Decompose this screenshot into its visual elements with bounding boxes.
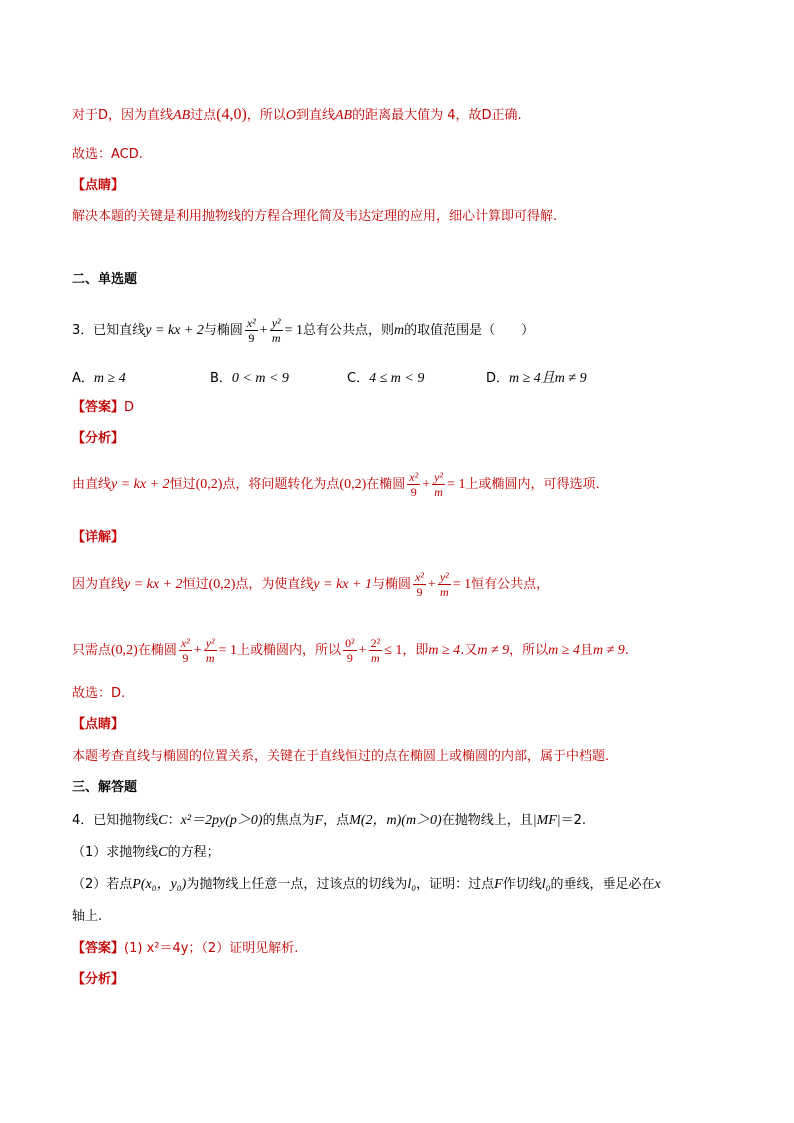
math-m: m <box>394 323 405 338</box>
text: ，所以 <box>246 108 286 123</box>
fraction: $\frac{\text{x²}}{9}$ <box>246 316 256 345</box>
answer-line: 【答案】D <box>72 400 135 415</box>
question-4-stem: 4．已知抛物线C：x²＝2py(p＞0)的焦点为F，点M(2，m)(m＞0)在抛物线上，且|MF|＝2. <box>72 813 587 828</box>
text: 总有公共点，则 <box>303 323 395 338</box>
question-4-part-1: （1）求抛物线C的方程； <box>72 845 220 860</box>
section-title-single-choice: 二、单选题 <box>72 272 138 287</box>
comment-text-q3: 本题考查直线与椭圆的位置关系，关键在于直线恒过的点在椭圆上或椭圆的内部，属于中档题. <box>72 749 610 764</box>
option-c: C．4 ≤ m < 9 <box>347 371 425 386</box>
comment-label: 【点睛】 <box>72 178 125 193</box>
choose-line: 故选：ACD. <box>72 147 143 162</box>
answer-line-q4: 【答案】(1) x²＝4y；（2）证明见解析. <box>72 941 299 956</box>
analysis-label: 【分析】 <box>72 431 125 446</box>
comment-label-q3: 【点睛】 <box>72 717 125 732</box>
math-ab: AB <box>173 108 191 123</box>
analysis-label-q4: 【分析】 <box>72 972 125 987</box>
question-4-part-2: （2）若点P(x₀，y₀)为抛物线上任意一点，过该点的切线为l₀，证明：过点F作切线l₀的垂线，垂足必在x <box>72 877 661 892</box>
text: 的取值范围是（ ） <box>404 323 535 338</box>
text: 的距离最大值为 4，故D正确. <box>352 108 522 123</box>
text: 与椭圆 <box>203 323 243 338</box>
question-3-stem <box>72 316 534 345</box>
detail-line-2: 只需点(0,2)在椭圆 $\frac{\text{x²}}{9}$ + $\frac{\text{y²}}{m}$ = 1上或椭圆内，所以 $\frac{\text{0²}}{9}$ + $\frac{\text{2²}}{m}$ ≤ 1，即m ≥ 4.又m ≠ 9，所以m ≥ 4且m ≠ 9. <box>72 636 629 665</box>
solution-d-line <box>72 106 522 125</box>
detail-label: 【详解】 <box>72 530 125 545</box>
question-4-part-2-cont: 轴上. <box>72 909 103 924</box>
fraction: $\frac{\text{y²}}{m}$ <box>271 316 281 345</box>
text: 3．已知直线 <box>72 323 146 338</box>
section-title-solve: 三、解答题 <box>72 780 138 795</box>
text: 过点 <box>190 108 217 123</box>
math-line: y = kx + 2 <box>145 323 204 338</box>
text: 对于D，因为直线 <box>72 108 174 123</box>
equals: = 1 <box>284 323 304 338</box>
analysis-text: 由直线y = kx + 2恒过(0,2)点，将问题转化为点(0,2)在椭圆 $\frac{\text{x²}}{9}$ + $\frac{\text{y²}}{m}$ = 1上或椭圆内，可得选项. <box>72 470 600 499</box>
option-a: A．m ≥ 4 <box>72 371 126 386</box>
math-o: O <box>285 108 296 123</box>
option-d: D．m ≥ 4且m ≠ 9 <box>486 371 587 386</box>
detail-line-1: 因为直线y = kx + 2恒过(0,2)点，为使直线y = kx + 1与椭圆 $\frac{\text{x²}}{9}$ + $\frac{\text{y²}}{m}$ = 1恒有公共点， <box>72 570 550 599</box>
math-ab: AB <box>334 108 353 123</box>
text: 到直线 <box>295 108 335 123</box>
math-point: (4,0) <box>216 106 247 123</box>
plus: + <box>259 323 268 338</box>
choose-d-line: 故选：D. <box>72 686 126 701</box>
comment-text: 解决本题的关键是利用抛物线的方程合理化简及韦达定理的应用，细心计算即可得解. <box>72 209 558 224</box>
option-b: B．0 < m < 9 <box>210 371 289 386</box>
